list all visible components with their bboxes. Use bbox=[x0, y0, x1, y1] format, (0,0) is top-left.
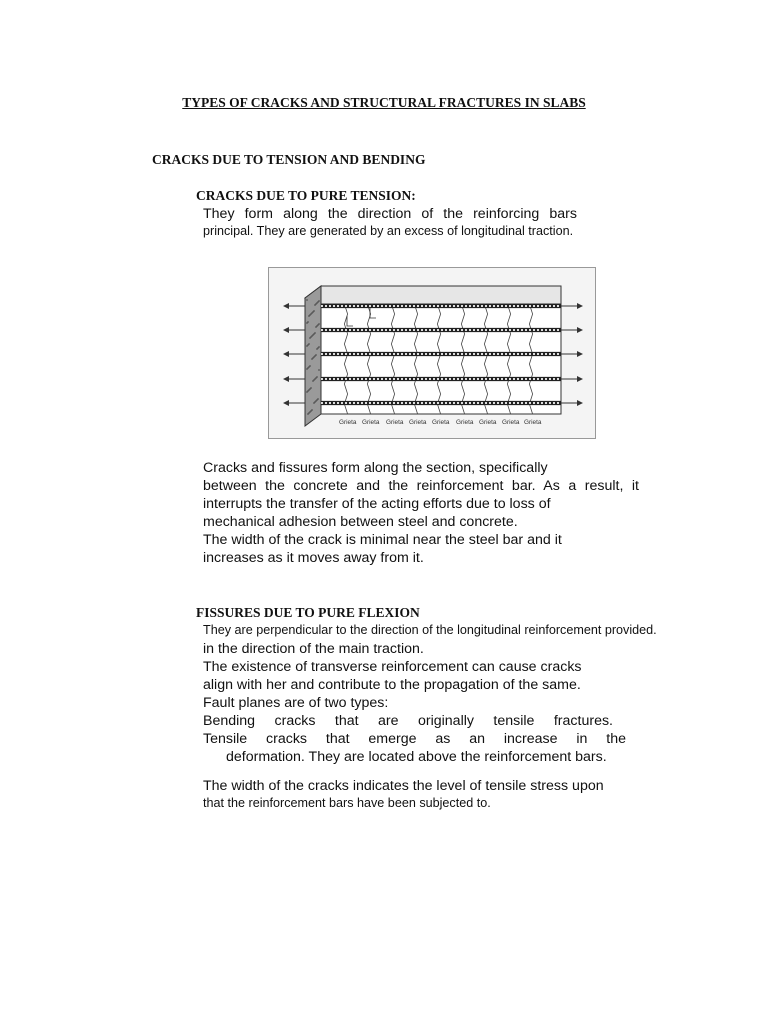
paragraph-line: increases as it moves away from it. bbox=[203, 550, 424, 566]
crack-label: Grieta bbox=[386, 419, 404, 426]
subsection-heading-pure-tension bbox=[182, 188, 416, 204]
arrow-head-right-icon bbox=[577, 303, 583, 309]
paragraph-line: The width of the cracks indicates the level of tensile stress upon bbox=[203, 778, 604, 794]
arrow-head-left-icon bbox=[283, 376, 289, 382]
slab-end-section bbox=[305, 286, 321, 426]
concrete-texture-dot bbox=[316, 348, 318, 350]
paragraph-line: They form along the direction of the reinforcing bars bbox=[203, 206, 577, 222]
subsection-heading-text: CRACKS DUE TO PURE TENSION: bbox=[196, 188, 416, 203]
concrete-texture-dot bbox=[306, 322, 308, 324]
subsection-heading-text: FISSURES DUE TO PURE FLEXION bbox=[196, 605, 420, 620]
page-title: TYPES OF CRACKS AND STRUCTURAL FRACTURES IN SLABS bbox=[182, 95, 586, 110]
crack-label: Grieta bbox=[362, 419, 380, 426]
crack-label: Grieta bbox=[502, 419, 520, 426]
concrete-texture-dot bbox=[307, 413, 309, 415]
paragraph-line: deformation. They are located above the reinforcement bars. bbox=[226, 749, 607, 765]
paragraph-line: They are perpendicular to the direction of the longitudinal reinforcement provided. bbox=[203, 623, 657, 637]
slab-reinforcement-illustration bbox=[269, 268, 595, 438]
paragraph-line: in the direction of the main traction. bbox=[203, 641, 424, 657]
paragraph-line: Fault planes are of two types: bbox=[203, 695, 389, 711]
paragraph-line: Bending cracks that are originally tensile fractures. bbox=[203, 713, 613, 729]
paragraph-line: between the concrete and the reinforcement bar. As a result, it bbox=[203, 478, 639, 494]
concrete-texture-dot bbox=[308, 315, 310, 317]
arrow-head-left-icon bbox=[283, 351, 289, 357]
concrete-texture-dot bbox=[312, 380, 314, 382]
arrow-head-left-icon bbox=[283, 400, 289, 406]
arrow-head-right-icon bbox=[577, 351, 583, 357]
concrete-texture-dot bbox=[315, 326, 317, 328]
concrete-texture-dot bbox=[311, 358, 313, 360]
tension-crack-diagram bbox=[268, 267, 596, 439]
concrete-texture-dot bbox=[306, 299, 308, 301]
slab-top-edge bbox=[305, 286, 561, 304]
section-heading-text: CRACKS DUE TO TENSION AND BENDING bbox=[152, 152, 426, 167]
crack-label: Grieta bbox=[339, 419, 357, 426]
concrete-texture-dot bbox=[313, 402, 315, 404]
paragraph-line: Tensile cracks that emerge as an increase in the bbox=[203, 731, 626, 747]
paragraph-line: align with her and contribute to the propagation of the same. bbox=[203, 677, 581, 693]
paragraph-line: The existence of transverse reinforcement can cause cracks bbox=[203, 659, 582, 675]
slab-face bbox=[321, 304, 561, 414]
concrete-texture-dot bbox=[306, 368, 308, 370]
crack-label: Grieta bbox=[524, 419, 542, 426]
arrow-head-right-icon bbox=[577, 376, 583, 382]
arrow-head-right-icon bbox=[577, 327, 583, 333]
concrete-texture-dot bbox=[309, 337, 311, 339]
concrete-texture-dot bbox=[306, 391, 308, 393]
arrow-head-right-icon bbox=[577, 400, 583, 406]
paragraph-line: that the reinforcement bars have been subjected to. bbox=[203, 796, 491, 810]
paragraph-line: interrupts the transfer of the acting efforts due to loss of bbox=[203, 496, 551, 512]
crack-label: Grieta bbox=[432, 419, 450, 426]
paragraph-line: Cracks and fissures form along the section, specifically bbox=[203, 460, 548, 476]
arrow-head-left-icon bbox=[283, 303, 289, 309]
arrow-head-left-icon bbox=[283, 327, 289, 333]
paragraph-line: The width of the crack is minimal near the steel bar and it bbox=[203, 532, 562, 548]
concrete-texture-dot bbox=[314, 304, 316, 306]
paragraph-line: mechanical adhesion between steel and concrete. bbox=[203, 514, 518, 530]
concrete-texture-dot bbox=[318, 369, 320, 371]
crack-label: Grieta bbox=[409, 419, 427, 426]
section-heading-tension-bending bbox=[138, 152, 425, 168]
concrete-texture-dot bbox=[306, 345, 308, 347]
crack-label: Grieta bbox=[479, 419, 497, 426]
paragraph-line: principal. They are generated by an excess of longitudinal traction. bbox=[203, 224, 574, 238]
subsection-heading-pure-flexion bbox=[182, 605, 420, 621]
crack-label: Grieta bbox=[456, 419, 474, 426]
